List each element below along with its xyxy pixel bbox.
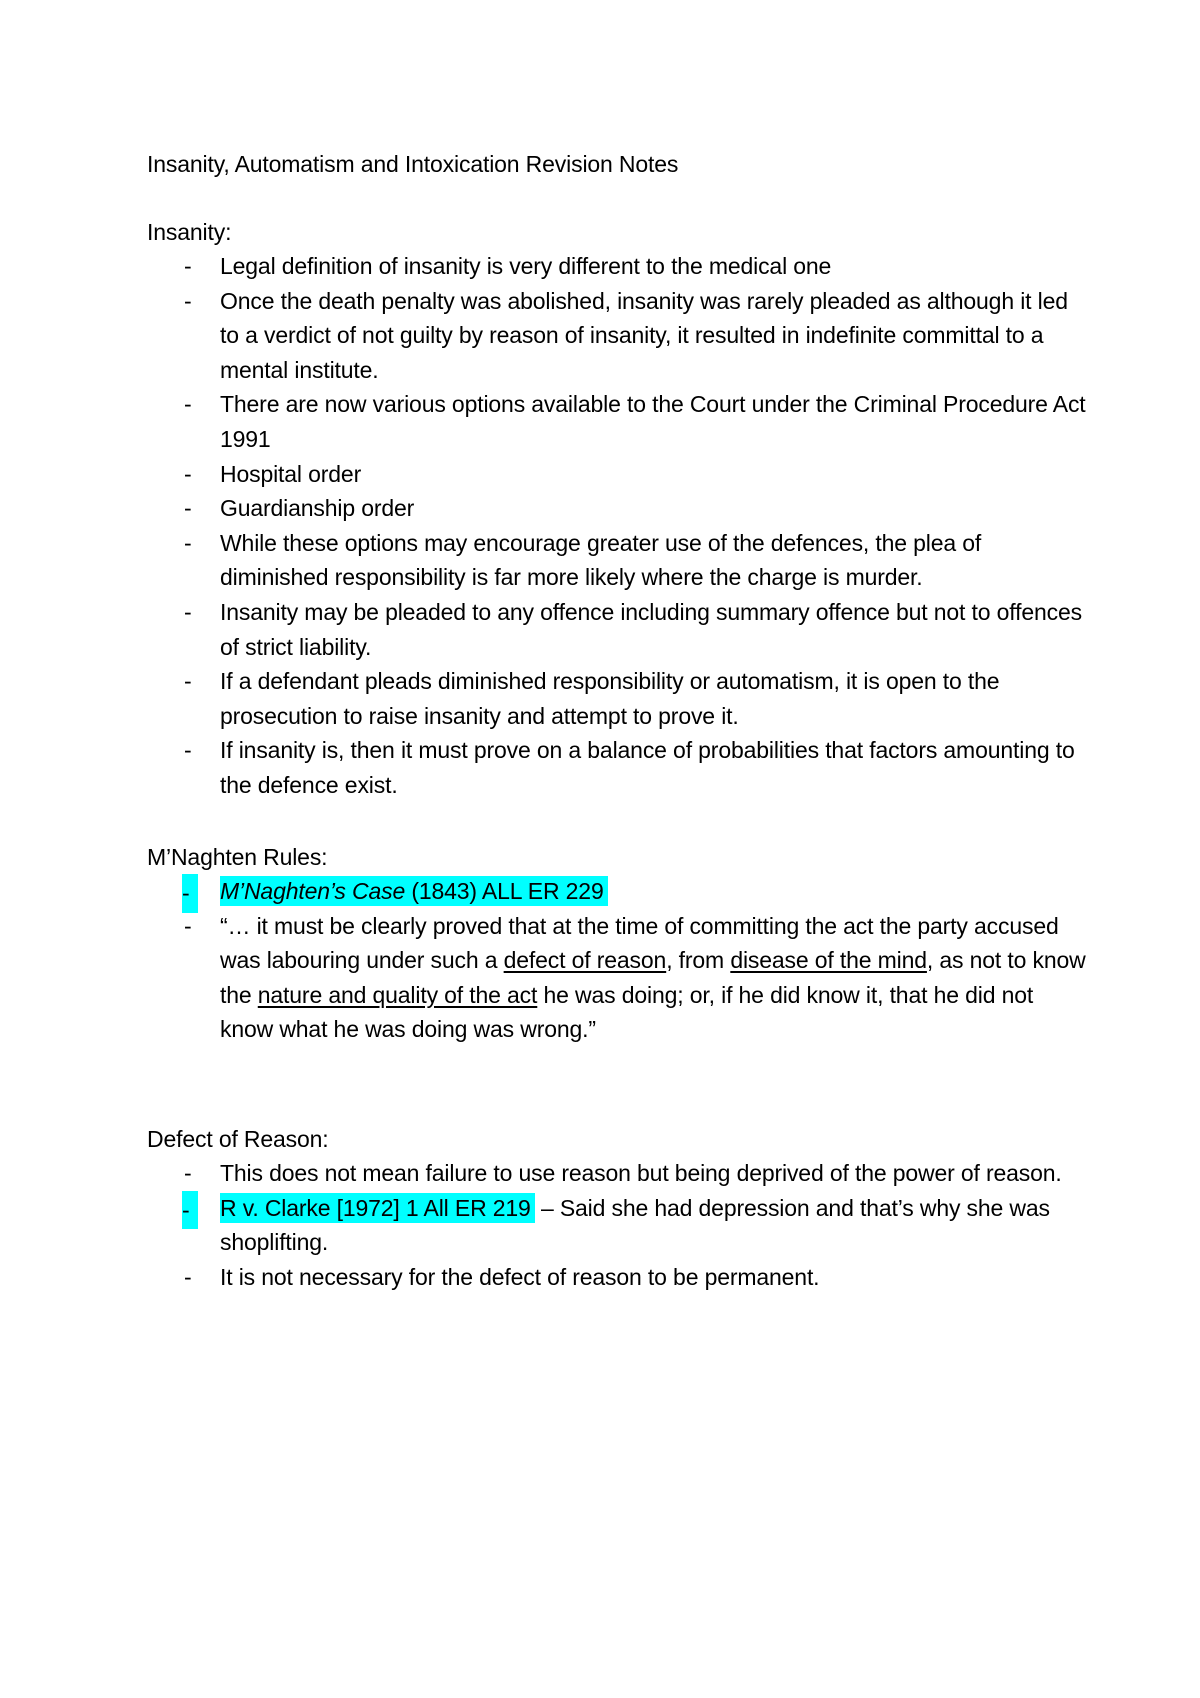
list-item: - Hospital order (147, 457, 1087, 492)
bullet-dash: - (184, 1263, 192, 1290)
list-item: - If insanity is, then it must prove on a balance of probabilities that factors amounting to the defence exist. (147, 733, 1087, 802)
section-heading-defect-of-reason: Defect of Reason: (147, 1126, 329, 1152)
list-item: - Once the death penalty was abolished, insanity was rarely pleaded as although it led to a verdict of not guilty by reason of insanity, it resulted in indefinite committal to a mental institute. (147, 284, 1087, 388)
term-defect-of-reason: defect of reason (503, 947, 667, 974)
bullet-dash: - (182, 874, 198, 913)
mnaghten-list (147, 874, 1087, 1047)
section-mnaghten (147, 840, 1087, 1047)
section-insanity (147, 215, 1087, 803)
bullet-dash: - (184, 912, 192, 939)
list-item: - This does not mean failure to use reason but being deprived of the power of reason. (147, 1156, 1087, 1191)
bullet-dash: - (184, 287, 192, 314)
document-title: Insanity, Automatism and Intoxication Revision Notes (147, 151, 679, 177)
list-item-quote: - “… it must be clearly proved that at the time of committing the act the party accused was labouring under such a defect of reason, from disease of the mind, as not to know the nature and quality of the act he was doing; or, if he did know it, that he did not know what he was doing was wrong.” (147, 909, 1087, 1047)
bullet-dash: - (184, 737, 192, 764)
list-item: - If a defendant pleads diminished responsibility or automatism, it is open to the prosecution to raise insanity and attempt to prove it. (147, 664, 1087, 733)
bullet-dash: - (184, 1160, 192, 1186)
list-item: - While these options may encourage greater use of the defences, the plea of diminished responsibility is far more likely where the charge is murder. (147, 526, 1087, 595)
bullet-dash: - (182, 1191, 198, 1230)
list-item: - Guardianship order (147, 491, 1087, 526)
bullet-dash: - (184, 253, 192, 279)
section-defect-of-reason (147, 1122, 1087, 1294)
section-heading-mnaghten: M’Naghten Rules: (147, 844, 328, 870)
list-item: - There are now various options available to the Court under the Criminal Procedure Act 1991 (147, 387, 1087, 456)
list-item: - Legal definition of insanity is very different to the medical one (147, 249, 1087, 284)
case-highlight (220, 876, 608, 906)
bullet-dash: - (184, 460, 192, 487)
list-item-case (147, 874, 1087, 909)
term-disease-of-the-mind: disease of the mind (730, 947, 927, 974)
insanity-list (147, 249, 1087, 803)
bullet-dash: - (184, 391, 192, 418)
case-citation: (1843) ALL ER 229 (405, 878, 604, 904)
term-nature-and-quality: nature and quality of the act (257, 981, 538, 1008)
bullet-dash: - (184, 529, 192, 556)
bullet-dash: - (184, 495, 192, 522)
case-name: M’Naghten’s Case (220, 878, 406, 904)
bullet-dash: - (184, 598, 192, 625)
list-item: - It is not necessary for the defect of reason to be permanent. (147, 1260, 1087, 1295)
bullet-dash: - (184, 668, 192, 695)
list-item: - Insanity may be pleaded to any offence including summary offence but not to offences of strict liability. (147, 595, 1087, 664)
section-heading-insanity: Insanity: (147, 219, 232, 245)
case-highlight: R v. Clarke [1972] 1 All ER 219 (220, 1193, 535, 1223)
defect-of-reason-list (147, 1156, 1087, 1294)
list-item-case: - R v. Clarke [1972] 1 All ER 219 – Said she had depression and that’s why she was shoplifting. (147, 1191, 1087, 1260)
